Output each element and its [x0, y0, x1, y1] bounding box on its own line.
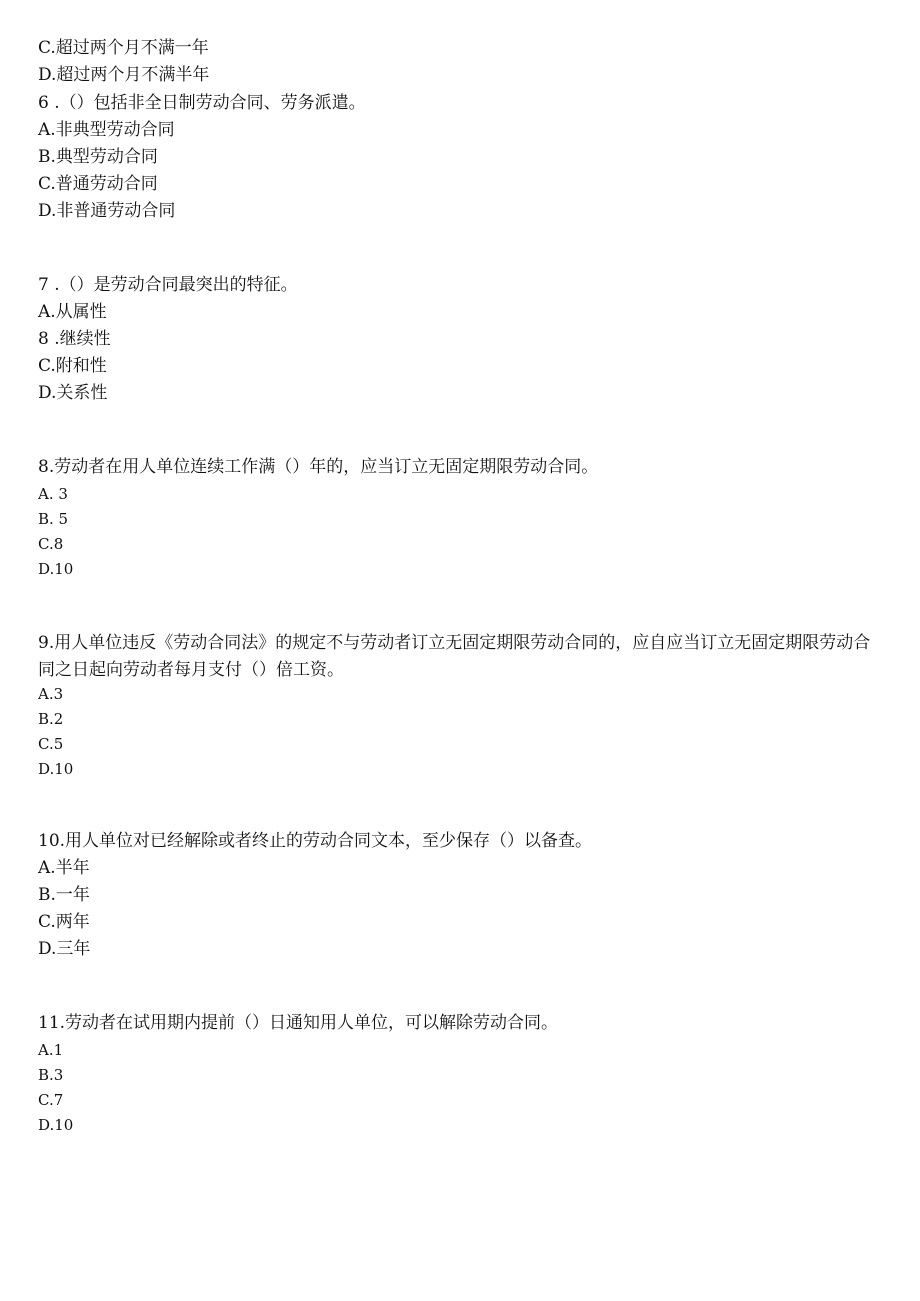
option-text: C.5 [38, 735, 64, 753]
question-text: 7 .（）是劳动合同最突出的特征。 [38, 275, 298, 295]
option-text: D.非普通劳动合同 [38, 201, 176, 221]
question-text: 8.劳动者在用人单位连续工作满（）年的，应当订立无固定期限劳动合同。 [38, 457, 599, 477]
option-text: 8 .继续性 [38, 329, 111, 349]
option-text: D.关系性 [38, 383, 108, 403]
option-text: C.两年 [38, 912, 90, 932]
option-text: C.超过两个月不满一年 [38, 38, 209, 58]
option-text: D.三年 [38, 939, 91, 959]
option-text: C.普通劳动合同 [38, 174, 158, 194]
option-text: A.3 [38, 685, 64, 703]
option-text: A.从属性 [38, 302, 107, 322]
option-text: B.典型劳动合同 [38, 147, 158, 167]
option-text: B. 5 [38, 510, 69, 528]
option-text: C.附和性 [38, 356, 107, 376]
option-text: A.非典型劳动合同 [38, 120, 175, 140]
option-text: C.7 [38, 1091, 64, 1109]
option-text: D.10 [38, 560, 74, 578]
option-text: B.3 [38, 1066, 64, 1084]
option-text: B.2 [38, 710, 64, 728]
question-text: 11.劳动者在试用期内提前（）日通知用人单位，可以解除劳动合同。 [38, 1013, 559, 1033]
option-text: A.1 [38, 1041, 64, 1059]
option-text: C.8 [38, 535, 64, 553]
option-text: B.一年 [38, 885, 90, 905]
option-text: D.超过两个月不满半年 [38, 65, 210, 85]
option-text: D.10 [38, 1116, 74, 1134]
option-text: A. 3 [38, 485, 68, 503]
question-text: 10.用人单位对已经解除或者终止的劳动合同文本，至少保存（）以备查。 [38, 831, 593, 851]
question-text: 9.用人单位违反《劳动合同法》的规定不与劳动者订立无固定期限劳动合同的，应自应当订立无固定期限劳动合同之日起向劳动者每月支付（）倍工资。 [38, 633, 871, 680]
option-text: D.10 [38, 760, 74, 778]
question-text: 6 .（）包括非全日制劳动合同、劳务派遣。 [38, 93, 366, 113]
option-text: A.半年 [38, 858, 90, 878]
